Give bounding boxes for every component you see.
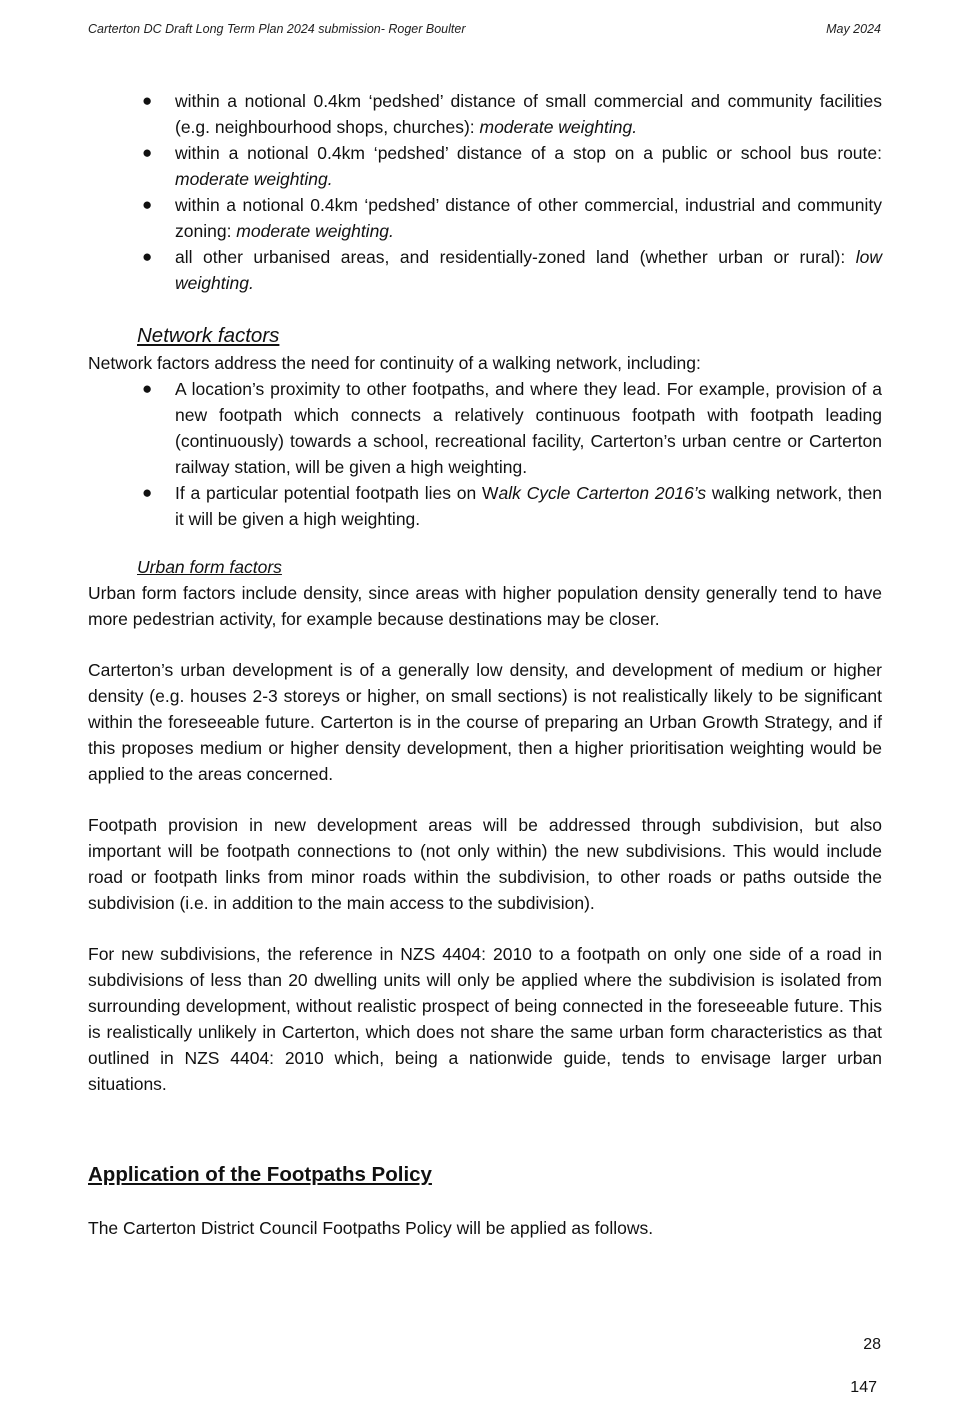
bullet-icon: ● <box>142 91 153 110</box>
paragraph-gap <box>88 632 882 657</box>
page-number: 28 <box>863 1336 881 1353</box>
paragraph-gap <box>88 916 882 941</box>
bullet-icon: ● <box>142 379 153 398</box>
application-heading: Application of the Footpaths Policy <box>88 1163 432 1186</box>
list-item <box>88 140 882 192</box>
list-item-emphasis: moderate weighting. <box>236 221 394 241</box>
list-item <box>88 376 882 480</box>
list-item-emphasis: low weighting. <box>175 247 882 293</box>
header-date: May 2024 <box>826 22 881 36</box>
list-item-emphasis: moderate weighting. <box>479 117 638 137</box>
list-item-text: A location’s proximity to other footpaths, and where they lead. For example, provision of a new footpath which connects a relatively continuous footpath with footpath leading (continuously) towards a school, recreational facility, Carterton’s urban centre or Carterton railway station, will be given a high weighting. <box>175 379 882 477</box>
network-factors-intro: Network factors address the need for continuity of a walking network, including: <box>88 353 701 373</box>
weighting-list <box>88 88 882 296</box>
network-factors-heading: Network factors <box>137 324 280 347</box>
bullet-icon: ● <box>142 195 153 214</box>
list-item-text: If a particular potential footpath lies on W <box>175 483 499 503</box>
list-item-text: within a notional 0.4km ‘pedshed’ distance of a stop on a public or school bus route: <box>175 143 882 163</box>
document-page-number: 147 <box>850 1379 877 1396</box>
paragraph: For new subdivisions, the reference in NZS 4404: 2010 to a footpath on only one side of a road in subdivisions of less than 20 dwelling units will only be applied where the subdivision is isolated from surrounding development, without realistic prospect of being connected in the foreseeable future. This is realistically unlikely in Carterton, which does not share the same urban form characteristics as that outlined in NZS 4404: 2010 which, being a nationwide guide, tends to envisage larger urban situations. <box>88 944 882 1094</box>
bullet-icon: ● <box>142 247 153 266</box>
paragraph: Footpath provision in new development areas will be addressed through subdivision, but also important will be footpath connections to (not only within) the new subdivisions. This would include road or footpath links from minor roads within the subdivision, to other roads or paths outside the subdivision (i.e. in addition to the main access to the subdivision). <box>88 815 882 913</box>
bullet-icon: ● <box>142 483 153 502</box>
paragraph: Urban form factors include density, since areas with higher population density generally tend to have more pedestrian activity, for example because destinations may be closer. <box>88 583 882 629</box>
list-item-text: walking network, then it will be given a high weighting. <box>175 483 882 529</box>
header-title: Carterton DC Draft Long Term Plan 2024 submission- Roger Boulter <box>88 22 466 36</box>
application-text: The Carterton District Council Footpaths Policy will be applied as follows. <box>88 1218 654 1238</box>
list-item-emphasis: moderate weighting. <box>175 169 333 189</box>
paragraph-gap <box>88 787 882 812</box>
list-item <box>88 480 882 532</box>
list-item <box>88 244 882 296</box>
document-body <box>88 88 882 1241</box>
list-item <box>88 88 882 140</box>
urban-form-heading: Urban form factors <box>137 557 282 577</box>
list-item <box>88 192 882 244</box>
list-item-emphasis: alk Cycle Carterton 2016’s <box>498 483 707 503</box>
bullet-icon: ● <box>142 143 153 162</box>
list-item-text: within a notional 0.4km ‘pedshed’ distance of other commercial, industrial and community zoning: <box>175 195 882 241</box>
list-item-text: within a notional 0.4km ‘pedshed’ distance of small commercial and community facilities (e.g. neighbourhood shops, churches): <box>175 91 882 137</box>
page-header <box>88 22 881 42</box>
paragraph: Carterton’s urban development is of a generally low density, and development of medium or higher density (e.g. houses 2-3 storeys or higher, on small sections) is not realistically likely to be significant within the foreseeable future. Carterton is in the course of preparing an Urban Growth Strategy, and if this proposes medium or higher density development, then a higher prioritisation weighting would be applied to the areas concerned. <box>88 660 882 784</box>
list-item-text: all other urbanised areas, and residentially-zoned land (whether urban or rural): <box>175 247 856 267</box>
network-factors-list <box>88 376 882 532</box>
